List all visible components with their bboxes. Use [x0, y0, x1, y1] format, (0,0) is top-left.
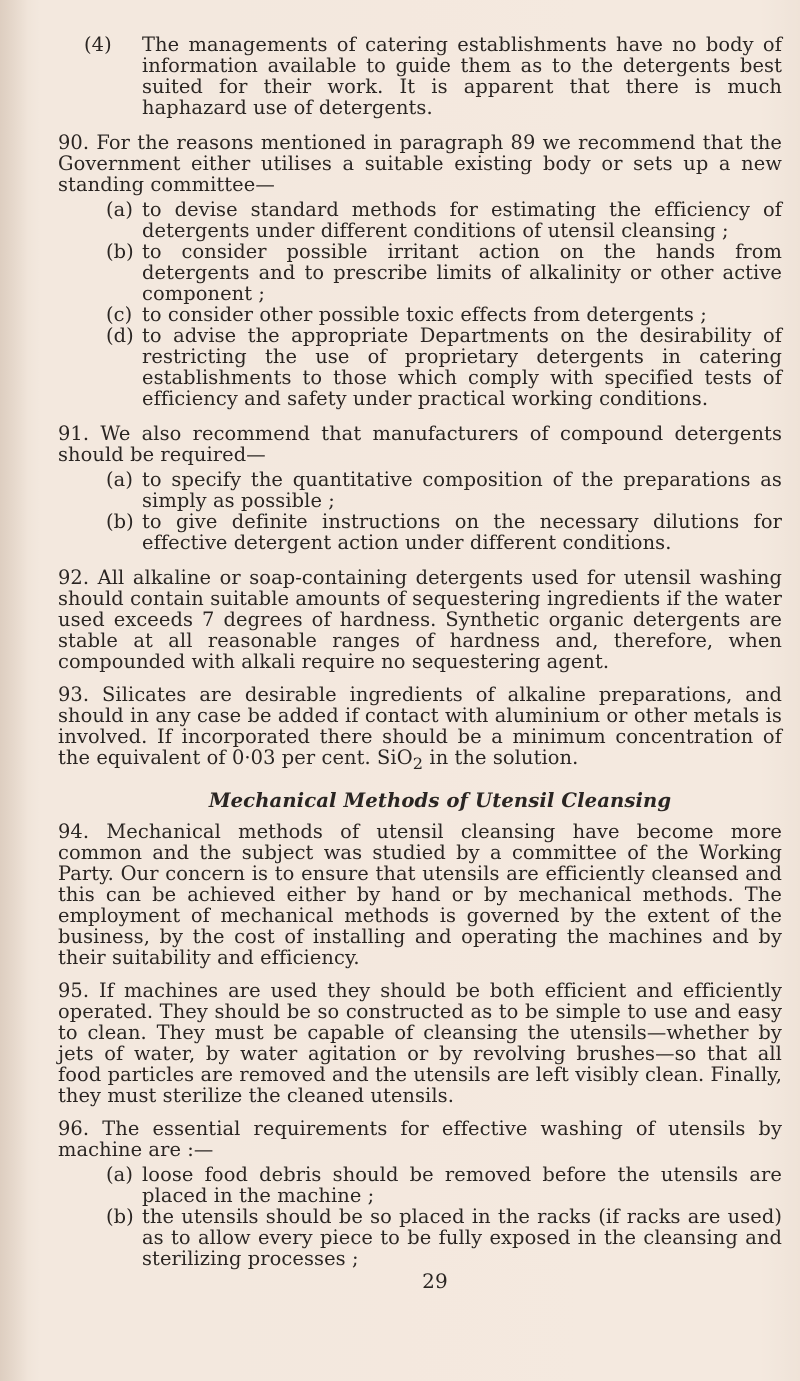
page-number: 29 [422, 1268, 448, 1293]
item-label: (b) [106, 240, 134, 263]
item-label: (b) [106, 510, 134, 533]
paragraph-90-list [58, 199, 782, 409]
paragraph-92 [58, 567, 782, 672]
paragraph-number: 95. [58, 978, 90, 1002]
item-label: (4) [84, 33, 112, 56]
paragraph-91 [58, 423, 782, 465]
paragraph-text: Silicates are desirable ingredients of alkaline preparations, and should in any case be added if contact with aluminium or other metals is involved. If incorporated there should be a minimum concentration of the equivalent of 0·03 per cent. SiO [58, 683, 782, 769]
item-text: to consider possible irritant action on the hands from detergents and to prescribe limits of alkalinity or other active component ; [142, 240, 782, 305]
paragraph-94 [58, 821, 782, 968]
paragraph-text-end: in the solution. [423, 746, 579, 769]
item-label: (a) [106, 468, 133, 491]
list-item [58, 1164, 782, 1206]
item-text: to specify the quantitative composition of the preparations as simply as possible ; [142, 468, 782, 512]
paragraph-number: 91. [58, 422, 90, 445]
paragraph-93 [58, 684, 782, 774]
item-label: (c) [106, 303, 133, 326]
item-4-block [58, 34, 782, 118]
paragraph-90 [58, 132, 782, 195]
item-text: The managements of catering establishments have no body of information available to guide them as to the detergents best suited for their work. It is apparent that there is much haphazard use of detergents. [142, 33, 782, 119]
item-text: the utensils should be so placed in the racks (if racks are used) as to allow every piece to be fully exposed in the cleansing and sterilizing processes ; [142, 1204, 782, 1270]
paragraph-91-list [58, 469, 782, 553]
paragraph-text: We also recommend that manufacturers of compound detergents should be required— [58, 422, 782, 466]
paragraph-text: Mechanical methods of utensil cleansing have become more common and the subject was studied by a committee of the Working Party. Our concern is to ensure that utensils are efficiently cleansed and this can be achieved either by hand or by mechanical methods. The employment of mechanical methods is governed by the extent of the business, by the cost of installing and operating the machines and by their suitability and efficiency. [58, 819, 782, 969]
item-text: to devise standard methods for estimating the efficiency of detergents under different conditions of utensil cleansing ; [142, 198, 782, 242]
item-text: to consider other possible toxic effects from detergents ; [142, 303, 707, 326]
document-body [58, 34, 782, 1292]
list-item [58, 511, 782, 553]
paragraph-number: 94. [58, 819, 90, 843]
paragraph-number: 93. [58, 683, 90, 706]
paragraph-text: All alkaline or soap-containing detergents used for utensil washing should contain suitable amounts of sequestering ingredients if the water used exceeds 7 degrees of hardness. Synthetic organic detergents are stable at all reasonable ranges of hardness and, therefore, when compounded with alkali require no sequestering agent. [58, 566, 782, 673]
item-text: to give definite instructions on the necessary dilutions for effective detergent action under different conditions. [142, 510, 782, 554]
list-item [58, 469, 782, 511]
item-label: (a) [106, 1162, 133, 1186]
section-heading: Mechanical Methods of Utensil Cleansing [208, 788, 672, 812]
paragraph-number: 92. [58, 566, 90, 589]
list-item [58, 304, 782, 325]
list-item [58, 1206, 782, 1269]
paragraph-96 [58, 1118, 782, 1160]
item-label: (a) [106, 198, 133, 221]
list-item [58, 325, 782, 409]
subscript: 2 [412, 753, 424, 773]
item-4 [58, 34, 782, 118]
list-item [58, 199, 782, 241]
paragraph-text: For the reasons mentioned in paragraph 89 we recommend that the Government either utilises a suitable existing body or sets up a new standing committee— [58, 131, 783, 196]
paragraph-number: 96. [58, 1116, 90, 1140]
paragraph-text: If machines are used they should be both efficient and efficiently operated. They should be so constructed as to be simple to use and easy to clean. They must be capable of cleansing the utensils—whether by jets of water, by water agitation or by revolving brushes—so that all food particles are removed and the utensils are left visibly clean. Finally, they must sterilize the cleaned utensils. [58, 978, 783, 1107]
paragraph-95 [58, 980, 782, 1106]
item-text: to advise the appropriate Departments on the desirability of restricting the use of proprietary detergents in catering establishments to those which comply with specified tests of efficiency and safety under practical working conditions. [142, 324, 782, 410]
list-item [58, 241, 782, 304]
item-label: (d) [106, 324, 134, 347]
paragraph-number: 90. [58, 131, 90, 154]
paragraph-96-list [58, 1164, 782, 1269]
paragraph-text: The essential requirements for effective washing of utensils by machine are :— [58, 1116, 783, 1161]
item-label: (b) [106, 1204, 134, 1228]
scan-edge-shadow [0, 0, 28, 1381]
item-text: loose food debris should be removed before the utensils are placed in the machine ; [142, 1162, 782, 1207]
